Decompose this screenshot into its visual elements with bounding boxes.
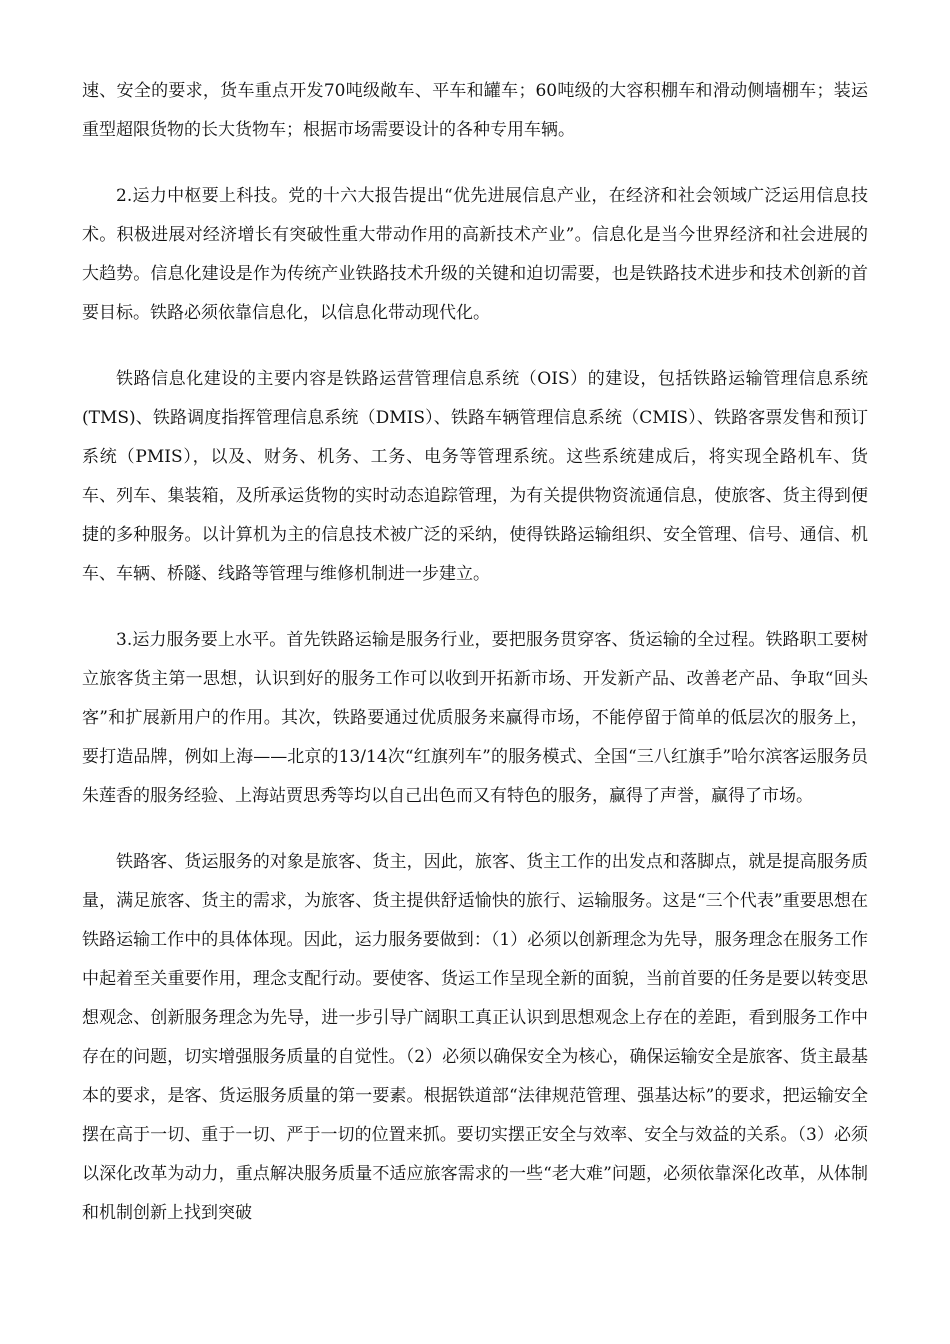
paragraph-service-quality: 铁路客、货运服务的对象是旅客、货主，因此，旅客、货主工作的出发点和落脚点，就是提高服务质量，满足旅客、货主的需求，为旅客、货主提供舒适愉快的旅行、运输服务。这是“三个代表”重要思想在铁路运输工作中的具体体现。因此，运力服务要做到：（1）必须以创新理念为先导，服务理念在服务工作中起着至关重要作用，理念支配行动。要使客、货运工作呈现全新的面貌，当前首要的任务是要以转变思想观念、创新服务理念为先导，进一步引导广阔职工真正认识到思想观念上存在的差距，看到服务工作中存在的问题，切实增强服务质量的自觉性。（2）必须以确保安全为核心，确保运输安全是旅客、货主最基本的要求，是客、货运服务质量的第一要素。根据铁道部“法律规范管理、强基达标”的要求，把运输安全摆在高于一切、重于一切、严于一切的位置来抓。要切实摆正安全与效率、安全与效益的关系。（3）必须以深化改革为动力，重点解决服务质量不适应旅客需求的一些“老大难”问题，必须依靠深化改革，从体制和机制创新上找到突破 bbox=[82, 852, 868, 1223]
paragraph-informatization: 铁路信息化建设的主要内容是铁路运营管理信息系统（OIS）的建设，包括铁路运输管理信息系统(TMS)、铁路调度指挥管理信息系统（DMIS）、铁路车辆管理信息系统（CMIS）、铁路客票发售和预订系统（PMIS），以及、财务、机务、工务、电务等管理系统。这些系统建成后，将实现全路机车、货车、列车、集装箱，及所承运货物的实时动态追踪管理，为有关提供物资流通信息，使旅客、货主得到便捷的多种服务。以计算机为主的信息技术被广泛的采纳，使得铁路运输组织、安全管理、信号、通信、机车、车辆、桥隧、线路等管理与维修机制进一步建立。 bbox=[82, 369, 868, 584]
paragraph-continuation: 速、安全的要求，货车重点开发70吨级敞车、平车和罐车；60吨级的大容积棚车和滑动侧墙棚车；装运重型超限货物的长大货物车；根据市场需要设计的各种专用车辆。 bbox=[82, 81, 868, 140]
paragraph-service-level: 3.运力服务要上水平。首先铁路运输是服务行业，要把服务贯穿客、货运输的全过程。铁路职工要树立旅客货主第一思想，认识到好的服务工作可以收到开拓新市场、开发新产品、改善老产品、争取“回头客”和扩展新用户的作用。其次，铁路要通过优质服务来赢得市场，不能停留于简单的低层次的服务上，要打造品牌，例如上海——北京的13/14次“红旗列车”的服务模式、全国“三八红旗手”哈尔滨客运服务员朱莲香的服务经验、上海站贾思秀等均以自己出色而又有特色的服务，赢得了声誉，赢得了市场。 bbox=[82, 630, 868, 806]
paragraph-technology: 2.运力中枢要上科技。党的十六大报告提出“优先进展信息产业，在经济和社会领域广泛运用信息技术。积极进展对经济增长有突破性重大带动作用的高新技术产业”。信息化是当今世界经济和社会进展的大趋势。信息化建设是作为传统产业铁路技术升级的关键和迫切需要，也是铁路技术进步和技术创新的首要目标。铁路必须依靠信息化，以信息化带动现代化。 bbox=[82, 186, 868, 323]
